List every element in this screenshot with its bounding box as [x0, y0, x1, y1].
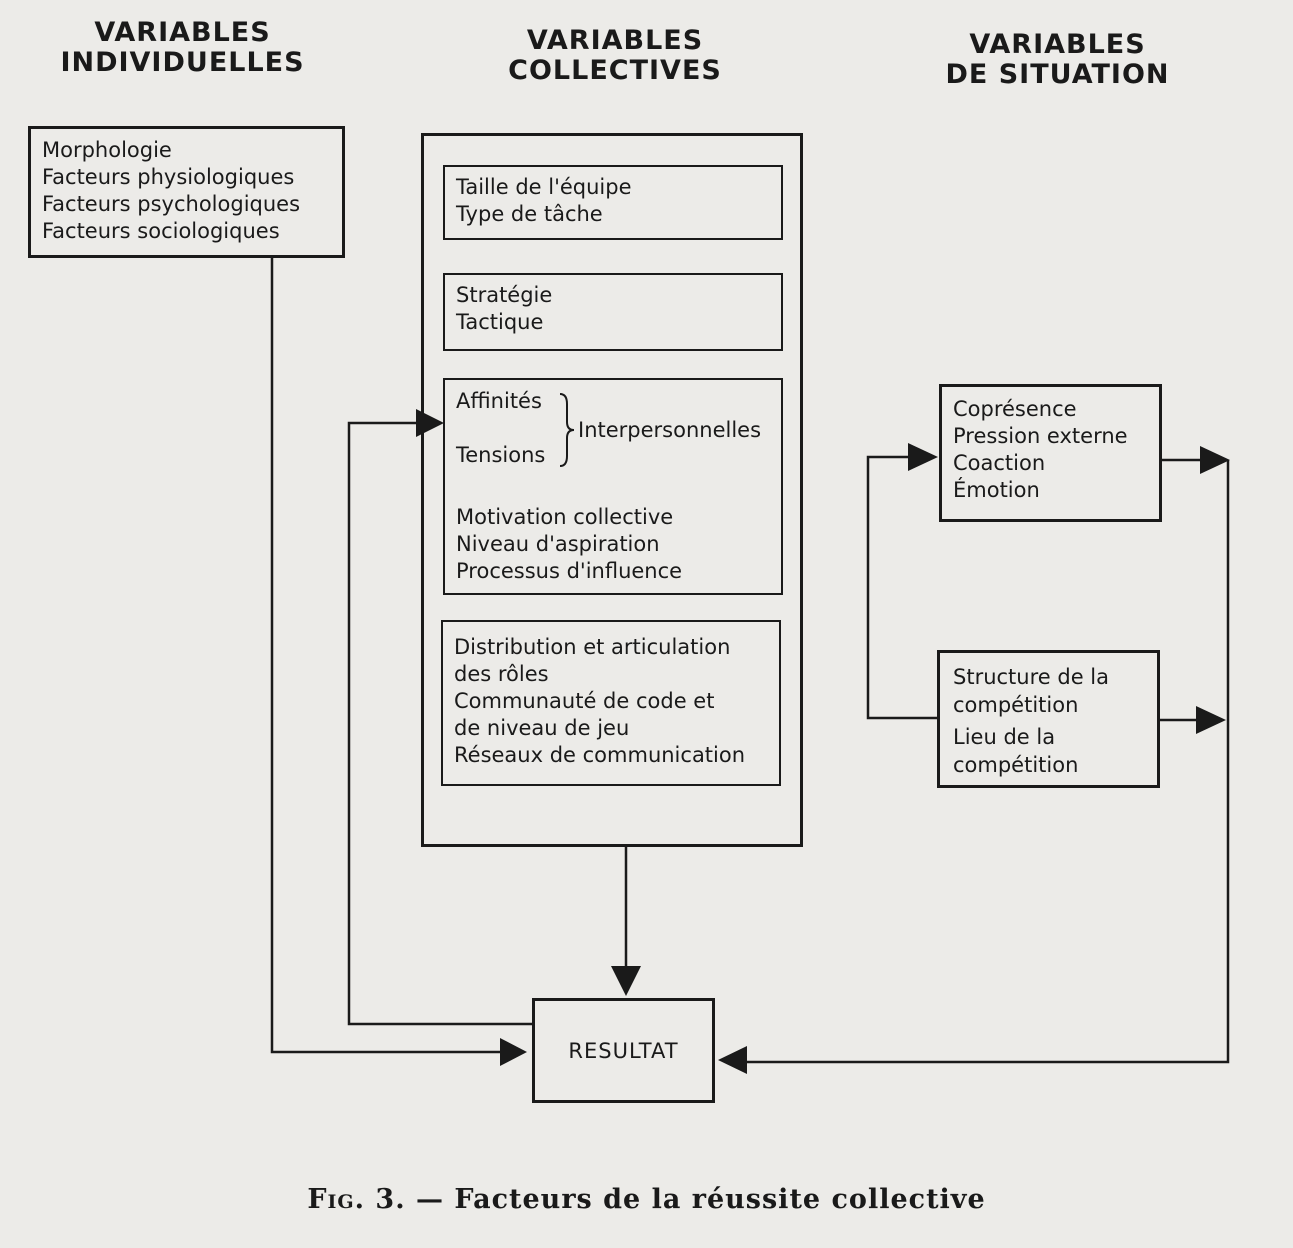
- situation-feedback-line: [868, 457, 937, 718]
- situation-to-result-line: [745, 460, 1228, 1062]
- figure-caption: [0, 1184, 1293, 1215]
- collective-item: Motivation collective: [456, 505, 674, 529]
- collective-item: de niveau de jeu: [454, 716, 630, 740]
- collective-item: Stratégie: [456, 283, 553, 307]
- collective-item: Type de tâche: [456, 202, 603, 226]
- arrowhead-collective-result: [611, 966, 641, 996]
- arrowhead-competition-out: [1196, 706, 1226, 734]
- individual-item: Morphologie: [42, 138, 172, 162]
- situation-item: Structure de la: [953, 665, 1109, 689]
- arrowhead-situation-result: [718, 1046, 747, 1074]
- arrowhead-copresence-out: [1200, 446, 1230, 474]
- collective-item: Niveau d'aspiration: [456, 532, 660, 556]
- situation-item: Coaction: [953, 451, 1046, 475]
- collective-item: Tactique: [456, 310, 544, 334]
- arrowhead-feedback-copresence: [908, 443, 938, 471]
- arrowhead-individual-result: [500, 1038, 527, 1066]
- tensions-label: Tensions: [456, 443, 546, 467]
- result-label: RESULTAT: [568, 1039, 679, 1063]
- caption-fig-label: Fig.: [307, 1184, 366, 1215]
- individual-to-result-line: [272, 258, 505, 1052]
- interpersonnelles-label: Interpersonnelles: [578, 418, 762, 442]
- individual-item: Facteurs sociologiques: [42, 219, 280, 243]
- arrowhead-feedback-collective: [416, 409, 444, 437]
- situation-item: Pression externe: [953, 424, 1128, 448]
- affinites-label: Affinités: [456, 389, 542, 413]
- collective-item: Distribution et articulation: [454, 635, 731, 659]
- situation-item: Émotion: [953, 478, 1040, 502]
- situation-item: Coprésence: [953, 397, 1077, 421]
- situation-item: compétition: [953, 753, 1079, 777]
- collective-item: Communauté de code et: [454, 689, 715, 713]
- collective-item: des rôles: [454, 662, 549, 686]
- collective-item: Taille de l'équipe: [456, 175, 632, 199]
- situation-item: Lieu de la: [953, 725, 1056, 749]
- result-feedback-line: [349, 423, 532, 1024]
- heading-variables-collectives: VARIABLES COLLECTIVES: [508, 25, 722, 86]
- heading-variables-situation: VARIABLES DE SITUATION: [945, 29, 1170, 90]
- collective-item: Réseaux de communication: [454, 743, 746, 767]
- heading-variables-individuelles: VARIABLES INDIVIDUELLES: [60, 17, 305, 78]
- individual-item: Facteurs physiologiques: [42, 165, 295, 189]
- collective-item: Processus d'influence: [456, 559, 683, 583]
- individual-item: Facteurs psychologiques: [42, 192, 301, 216]
- situation-item: compétition: [953, 693, 1079, 717]
- caption-text: 3. — Facteurs de la réussite collective: [375, 1184, 986, 1215]
